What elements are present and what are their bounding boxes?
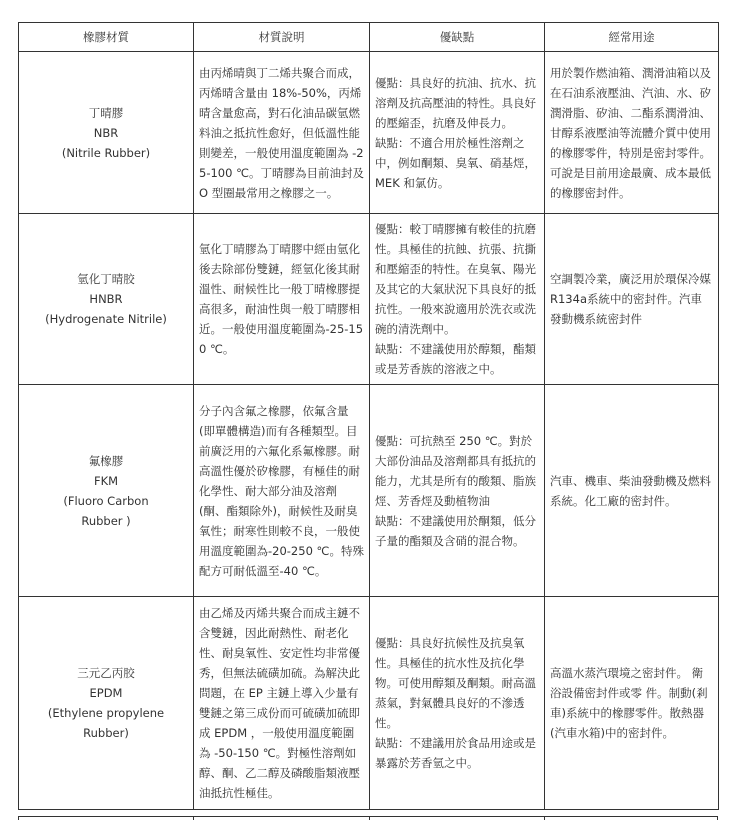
header-uses: 經常用途: [545, 23, 719, 52]
material-description-cell: 氫化丁晴膠為丁晴膠中經由氫化後去除部份雙鏈，經氫化後其耐溫性、耐候性比一般丁晴橡膠提高很多，耐油性與一般丁晴膠相近。一般使用溫度範圍為-25-150 ℃。: [194, 214, 370, 385]
material-code: EPDM: [89, 686, 123, 700]
uses-cell: 高溫水蒸汽環境之密封件。 衛浴設備密封件或零 件。制動(剎車)系統中的橡膠零件。散熱器(汽車水箱)中的密封件。: [545, 597, 719, 810]
rubber-materials-table: [18, 22, 719, 810]
table-header-row: [19, 23, 719, 52]
pros-cons-cell: 優點：可抗熱至 250 ℃。對於大部份油品及溶劑都具有抵抗的能力，尤其是所有的酸類、脂族烴、芳香烴及動植物油 缺點：不建議使用於酮類，低分子量的酯類及含硝的混合物。: [370, 385, 545, 597]
table-row: [19, 52, 719, 214]
pros-cons-cell: 優點：具良好的抗油、抗水、抗溶劑及抗高壓油的特性。具良好的壓縮歪，抗磨及伸長力。 缺點：不適合用於極性溶劑之中，例如酮類、臭氧、硝基烴， MEK 和氯仿。: [370, 52, 545, 214]
material-name-en: (Nitrile Rubber): [61, 145, 151, 160]
material-description-cell: 由乙烯及丙烯共聚合而成主鏈不含雙鏈，因此耐熱性、耐老化性、耐臭氧性、安定性均非常優秀，但無法硫磺加硫。為解決此問題，在 EP 主鏈上導入少量有雙鏈之第三成份而可硫磺加硫即成 EPDM ，一般使用溫度範圍為 -50-150 ℃。對極性溶劑如醇、酮、乙二醇及磷酸脂類液壓油抵抗性極佳。: [194, 597, 370, 810]
material-name-zh: 氫化丁晴胶: [77, 272, 135, 286]
material-code: HNBR: [89, 292, 123, 306]
material-name-cell: [19, 52, 194, 214]
header-material: 橡膠材質: [19, 23, 194, 52]
material-name-zh: 氟橡膠: [88, 453, 124, 468]
material-name-en-cont: Rubber ): [81, 513, 131, 528]
uses-cell: 汽車、機車、柴油發動機及燃料系統。化工廠的密封件。: [545, 385, 719, 597]
table-row: [19, 214, 719, 385]
pros-cons-cell: 優點：具良好抗候性及抗臭氧性。具極佳的抗水性及抗化學物。可使用醇類及酮類。耐高溫蒸氣，對氣體具良好的不滲透性。 缺點：不建議用於食品用途或是暴露於芳香氫之中。: [370, 597, 545, 810]
next-row-border: [18, 816, 718, 820]
table-row: [19, 385, 719, 597]
material-name-en: (Ethylene propylene: [47, 706, 165, 720]
material-name-cell: [19, 597, 194, 810]
table-row: [19, 597, 719, 810]
material-description-cell: 由丙烯晴與丁二烯共聚合而成，丙烯晴含量由 18%-50%，丙烯晴含量愈高，對石化油品碳氫燃料油之抵抗性愈好，但低溫性能則變差，一般使用溫度範圍為 -25-100 ℃。丁晴膠為目前油封及 O 型圈最常用之橡膠之一。: [194, 52, 370, 214]
material-name-cell: [19, 385, 194, 597]
uses-cell: 空調製冷業，廣泛用於環保冷媒R134a系統中的密封件。汽車發動機系統密封件: [545, 214, 719, 385]
material-name-cell: [19, 214, 194, 385]
material-name-en: (Fluoro Carbon: [63, 493, 149, 508]
material-name-zh: 丁晴膠: [88, 105, 124, 120]
material-name-en-cont: Rubber): [83, 726, 129, 740]
material-name-zh: 三元乙丙胶: [77, 666, 135, 680]
uses-cell: 用於製作燃油箱、潤滑油箱以及在石油系液壓油、汽油、水、矽潤滑脂、矽油、二酯系潤滑油、甘醇系液壓油等流體介質中使用的橡膠零件，特別是密封零件。可說是目前用途最廣、成本最低的橡膠密封件。: [545, 52, 719, 214]
material-name-en: (Hydrogenate Nitrile): [45, 312, 167, 326]
material-code: NBR: [93, 125, 119, 140]
header-pros-cons: 優缺點: [370, 23, 545, 52]
material-description-cell: 分子內含氟之橡膠，依氟含量(即單體構造)而有各種類型。目前廣泛用的六氟化系氟橡膠。耐高溫性優於矽橡膠，有極佳的耐化學性、耐大部分油及溶劑(酮、酯類除外)，耐候性及耐臭氧性；耐寒性則較不良，一般使用溫度範圍為-20-250 ℃。特殊配方可耐低溫至-40 ℃。: [194, 385, 370, 597]
material-code: FKM: [93, 473, 119, 488]
pros-cons-cell: 優點：較丁晴膠擁有較佳的抗磨性。具極佳的抗蝕、抗張、抗撕和壓縮歪的特性。在臭氧、陽光及其它的大氣狀況下具良好的抵抗性。一般來說適用於洗衣或洗碗的清洗劑中。 缺點：不建議使用於醇類，酯類或是芳香族的溶液之中。: [370, 214, 545, 385]
header-description: 材質說明: [194, 23, 370, 52]
